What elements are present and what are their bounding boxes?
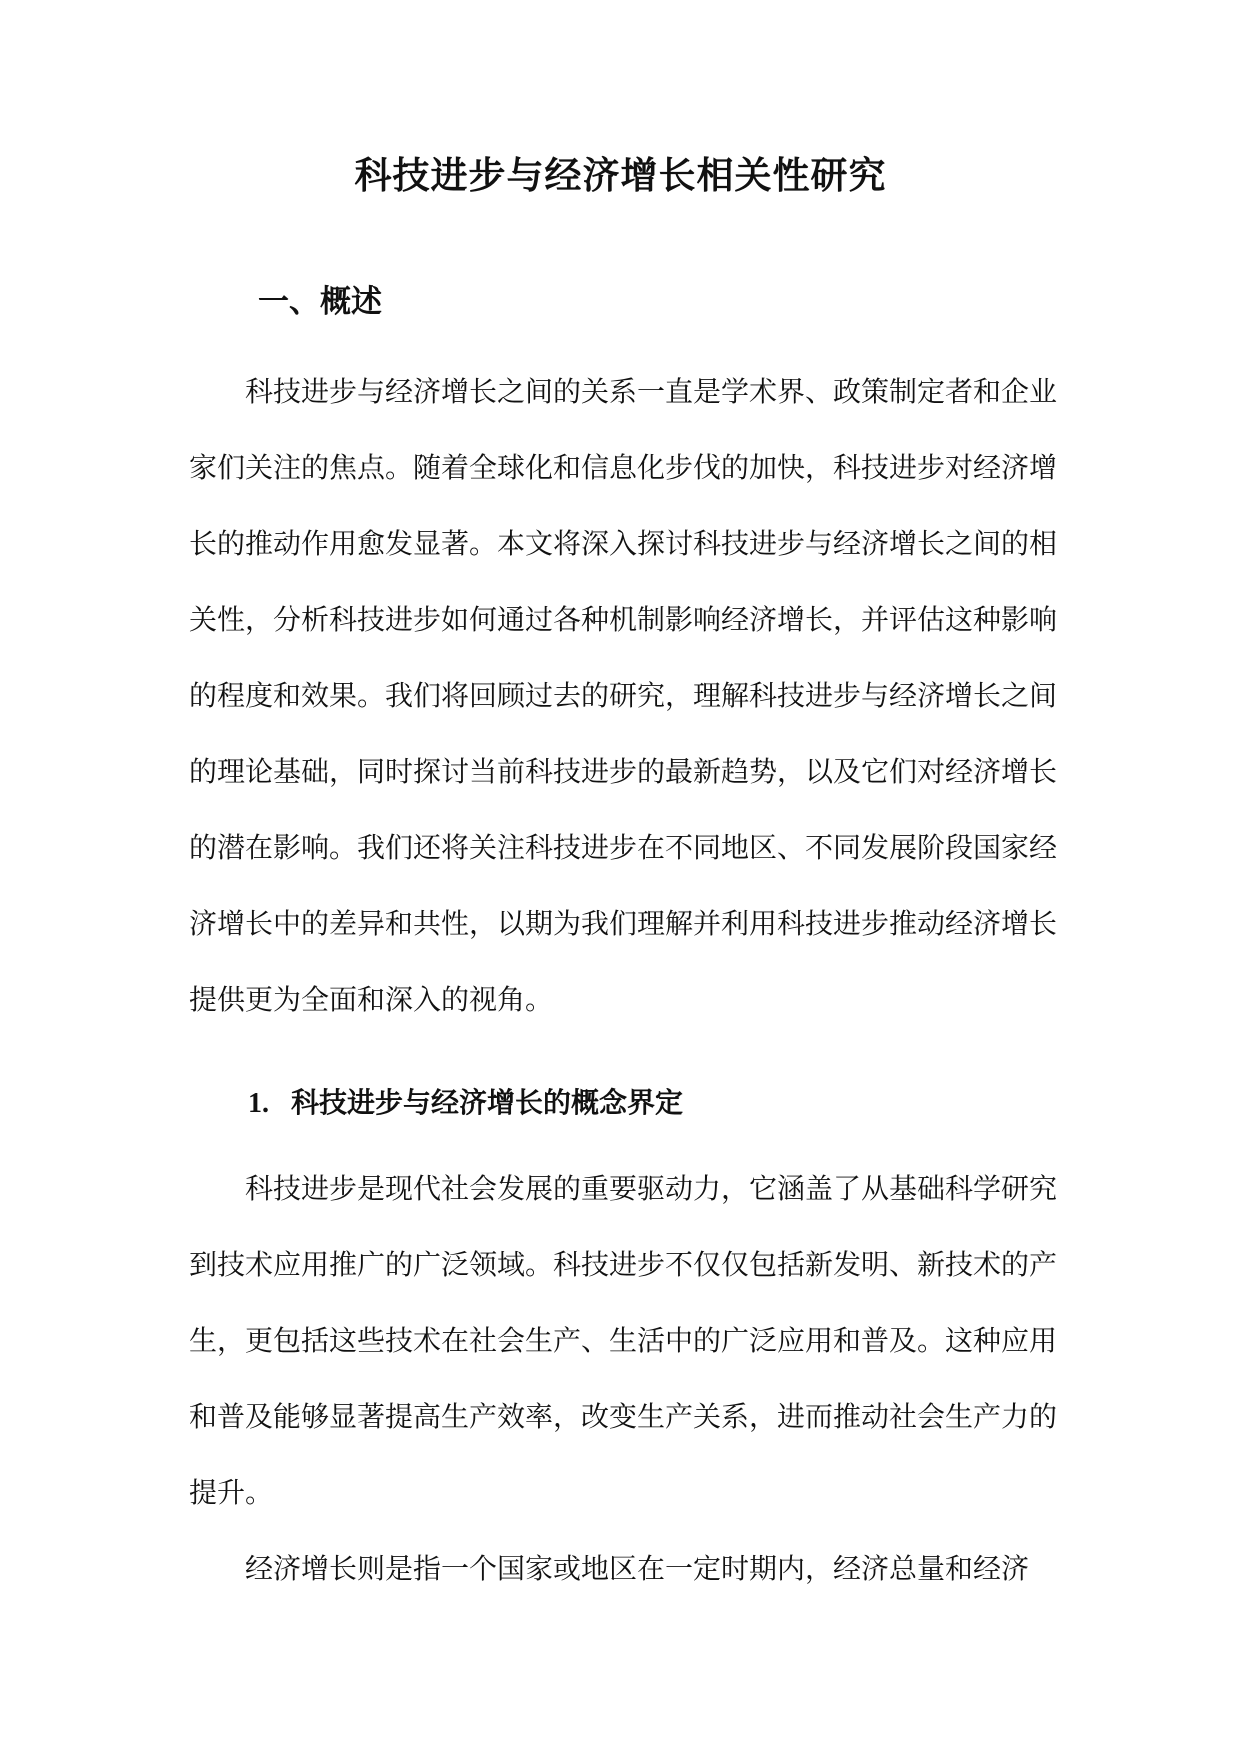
subsection-heading-concepts (248, 1083, 683, 1124)
section-heading-overview: 一、概述 (258, 284, 382, 320)
overview-paragraph: 科技进步与经济增长之间的关系一直是学术界、政策制定者和企业家们关注的焦点。随着全球化和信息化步伐的加快，科技进步对经济增长的推动作用愈发显著。本文将深入探讨科技进步与经济增长之间的相关性，分析科技进步如何通过各种机制影响经济增长，并评估这种影响的程度和效果。我们将回顾过去的研究，理解科技进步与经济增长之间的理论基础，同时探讨当前科技进步的最新趋势，以及它们对经济增长的潜在影响。我们还将关注科技进步在不同地区、不同发展阶段国家经济增长中的差异和共性，以期为我们理解并利用科技进步推动经济增长提供更为全面和深入的视角。 (189, 375, 1058, 1016)
subsection-title: 科技进步与经济增长的概念界定 (291, 1086, 684, 1119)
concepts-paragraph-economic-growth: 经济增长则是指一个国家或地区在一定时期内，经济总量和经济 (245, 1552, 1030, 1585)
concepts-paragraph-tech-progress: 科技进步是现代社会发展的重要驱动力，它涵盖了从基础科学研究到技术应用推广的广泛领域。科技进步不仅仅包括新发明、新技术的产生，更包括这些技术在社会生产、生活中的广泛应用和普及。这种应用和普及能够显著提高生产效率，改变生产关系，进而推动社会生产力的提升。 (189, 1172, 1058, 1509)
subsection-number: 1. (248, 1088, 269, 1119)
document-title: 科技进步与经济增长相关性研究 (354, 154, 887, 197)
